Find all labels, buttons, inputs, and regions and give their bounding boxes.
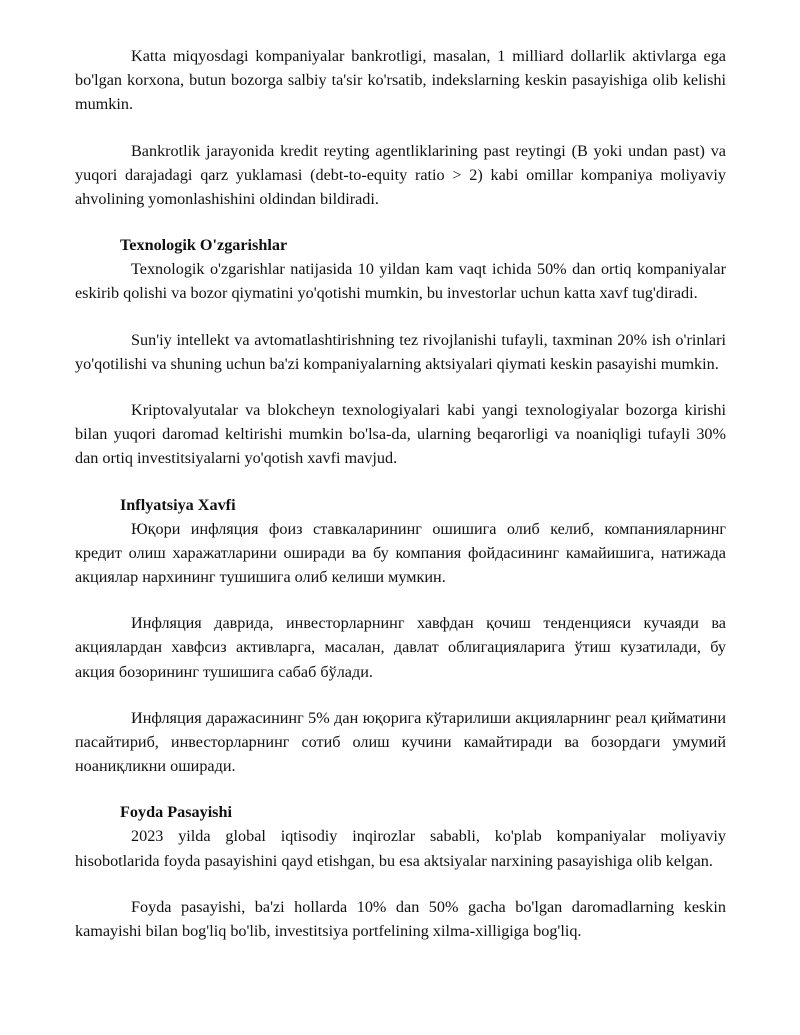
paragraph-profit-2023: 2023 yilda global iqtisodiy inqirozlar sababli, ko'plab kompaniyalar moliyaviy hisobotlarida foyda pasayishini qayd etishgan, bu esa aktsiyalar narxining pasayishiga olib kelgan. <box>75 827 726 870</box>
heading-inflation-risk: Inflyatsiya Xavfi <box>120 495 236 514</box>
paragraph-bankruptcy-indicators: Bankrotlik jarayonida kredit reyting agentliklarining past reytingi (B yoki undan past) va yuqori darajadagi qarz yuklamasi (debt-to-equity ratio > 2) kabi omillar kompaniya moliyaviy ahvolining yomonlashishini oldindan bildiradi. <box>75 141 726 209</box>
paragraph-inflation-five-percent: Инфляция даражасининг 5% дан юқорига кўтарилиши акцияларнинг реал қийматини пасайтириб, инвесторларнинг сотиб олиш кучини камайтиради ва бозордаги умумий ноаниқликни оширади. <box>75 708 726 776</box>
heading-technological-changes: Texnologik O'zgarishlar <box>120 236 288 255</box>
paragraph-ai-automation: Sun'iy intellekt va avtomatlashtirishning tez rivojlanishi tufayli, taxminan 20% ish o'rinlari yo'qotilishi va shuning uchun ba'zi kompaniyalarning aktsiyalari qiymati keskin pasayishi mumkin. <box>75 330 726 373</box>
paragraph-inflation-risk-aversion: Инфляция даврида, инвесторларнинг хавфдан қочиш тенденцияси кучаяди ва акциялардан хавфсиз активларга, масалан, давлат облигацияларига ўтиш кузатилади, бу акция бозорининг тушишига сабаб бўлади. <box>75 614 726 681</box>
paragraph-tech-obsolescence: Texnologik o'zgarishlar natijasida 10 yildan kam vaqt ichida 50% dan ortiq kompaniyalar eskirib qolishi va bozor qiymatini yo'qotishi mumkin, bu investorlar uchun katta xavf tug'diradi. <box>75 260 726 303</box>
paragraph-crypto-blockchain: Kriptovalyutalar va blokcheyn texnologiyalari kabi yangi texnologiyalar bozorga kirishi bilan yuqori daromad keltirishi mumkin bo'lsa-da, ularning beqarorligi va noaniqligi tufayli 30% dan ortiq investitsiyalarni yo'qotish xavfi mavjud. <box>75 401 726 468</box>
paragraph-bankruptcy-impact: Katta miqyosdagi kompaniyalar bankrotligi, masalan, 1 milliard dollarlik aktivlarga ega bo'lgan korxona, butun bozorga salbiy ta'sir ko'rsatib, indekslarning keskin pasayishiga olib kelishi mumkin. <box>75 47 726 114</box>
heading-profit-decline: Foyda Pasayishi <box>120 803 232 822</box>
document-page <box>75 44 726 943</box>
paragraph-inflation-rates: Юқори инфляция фоиз ставкаларининг ошишига олиб келиб, компанияларнинг кредит олиш харажатларини оширади ва бу компания фойдасининг камайишига, натижада акциялар нархининг тушишига олиб келиши мумкин. <box>75 519 726 587</box>
paragraph-profit-range: Foyda pasayishi, ba'zi hollarda 10% dan 50% gacha bo'lgan daromadlarning keskin kamayishi bilan bog'liq bo'lib, investitsiya portfelining xilma-xilligiga bog'liq. <box>75 897 726 941</box>
